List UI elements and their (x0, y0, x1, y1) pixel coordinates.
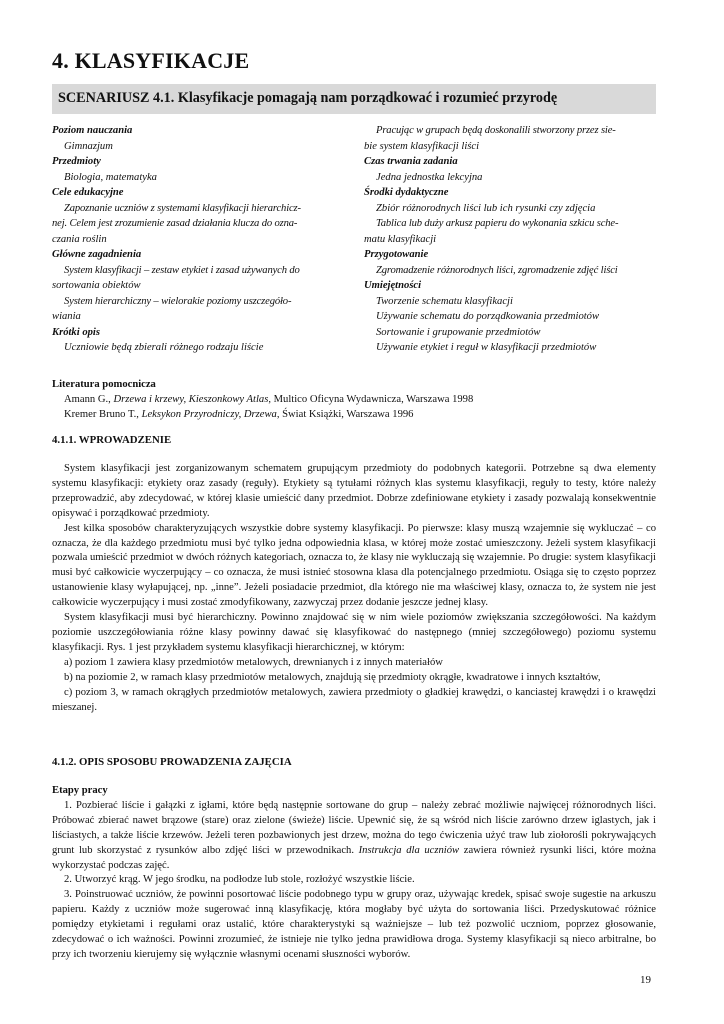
info-value: Pracując w grupach będą doskonalili stworzony przez sie- (376, 125, 616, 136)
info-label: Główne zagadnienia (52, 249, 142, 260)
info-block-preparation (364, 247, 658, 278)
info-value: System hierarchiczny – wielorakie poziomy uszczegóło- (64, 295, 292, 307)
list-item: a) poziom 1 zawiera klasy przedmiotów metalowych, drewnianych i z innych materiałów (64, 656, 443, 668)
info-value: Jedna jednostka lekcyjna (376, 171, 483, 183)
info-block-level (52, 123, 348, 154)
info-value: Używanie schematu do porządkowania przedmiotów (376, 311, 600, 322)
info-value: bie system klasyfikacji liści (364, 140, 480, 152)
info-value: Tablica lub duży arkusz papieru do wykonania szkicu sche- (376, 218, 619, 229)
list-item: c) poziom 3, w ramach okrągłych przedmiotów metalowych, zawiera przedmioty o gładkiej krawędzi, o kanciastej krawędzi i o krawędzi mieszanej. (52, 686, 656, 713)
literature-details: , Świat Książki, Warszawa 1996 (276, 409, 414, 420)
paragraph: Jest kilka sposobów charakteryzujących wszystkie dobre systemy klasyfikacji. Po pierwsze: klasy muszą wzajemnie się wykluczać – co oznacza, że dla każdego przedmiotu musi być tylko jedna odpowiednia klasa, w której może zostać umieszczony. Jeżeli system klasyfikacji pozwala umieścić przedmiot w dwóch różnych kategoriach, oznacza to, że klasy nie wykluczają się wzajemnie. Po drugie: system klasyfikacji musi być całkowicie wyczerpujący – co oznacza, że musi istnieć stosowna klasa dla potencjalnego przedmiotu. Osiąga się to często poprzez ustanowienie klasy wyłapującej, np. „inne”. Jeżeli posiadacie przedmiot, dla którego nie ma właściwej klasy, oznacza to, że system nie jest całkowicie wyczerpujący i musi zostać zmodyfikowany, zazwyczaj przez dodanie jeszcze jednej klasy. (52, 522, 656, 609)
info-value: Zbiór różnorodnych liści lub ich rysunki czy zdjęcia (376, 202, 596, 214)
introduction-body (52, 462, 656, 715)
info-value: Gimnazjum (64, 140, 113, 152)
info-label: Przedmioty (52, 156, 101, 167)
info-label: Cele edukacyjne (52, 187, 124, 198)
info-value: Tworzenie schematu klasyfikacji (376, 295, 513, 307)
scenario-title-bar (52, 84, 656, 114)
info-block-duration (364, 154, 658, 185)
info-block-summary-continued (364, 123, 658, 154)
paragraph: System klasyfikacji jest zorganizowanym schematem grupującym przedmioty do podobnych kategorii. Potrzebne są dwa elementy systemu klasyfikacji: etykiety oraz zasady (reguły). Etykiety są tytułami różnych klas systemu klasyfikacji, reguły to testy, które należy przeprowadzić, aby zdecydować, w której klasie umieścić dany przedmiot. Dobrze zdefiniowane etykiety i zasady pozwalają konsekwentnie opisywać i porządkować przedmioty. (52, 463, 656, 519)
info-value: Biologia, matematyka (64, 171, 157, 183)
info-value: matu klasyfikacji (364, 233, 437, 245)
paragraph: 3. Poinstruować uczniów, że powinni posortować liście podobnego typu w grupy oraz, używając kredek, spisać swoje sugestie na arkuszu papieru. Każdy z uczniów może sugerować inną klasyfikację, która mogłaby być użyta do sortowania liści. Przedyskutować różnice pomiędzy etykietami i regułami oraz ustalić, które charakterystyki są ważniejsze – lub też pozwolić uczniom, poprzez głosowanie, zdecydować o ich ważności. Powinni zrozumieć, że istnieje nie tylko jedna prawidłowa droga. Systemy klasyfikacji są nieco arbitralne, bo przy ich tworzeniu kierujemy się wyłącznie własnymi ocenami słuszności wyborów. (52, 889, 656, 960)
literature-author: Amann G., (64, 394, 111, 405)
page-number: 19 (640, 974, 651, 986)
info-label: Poziom nauczania (52, 125, 133, 136)
literature-title: Leksykon Przyrodniczy, Drzewa (141, 409, 277, 420)
info-value: System klasyfikacji – zestaw etykiet i zasad używanych do (64, 264, 300, 276)
info-block-skills (364, 278, 658, 356)
info-label: Krótki opis (52, 326, 100, 338)
info-block-subjects (52, 154, 348, 185)
paragraph-text: zawiera również rysunki liści, które można wykorzystać podczas zajęć. (52, 844, 657, 871)
literature-item (52, 392, 656, 407)
literature-details: , Multico Oficyna Wydawnicza, Warszawa 1998 (268, 394, 474, 405)
info-block-summary (52, 325, 348, 356)
paragraph-text: 1. Pozbierać liście i gałązki z igłami, które będą następnie sortowane do grup – należy zebrać możliwie najwięcej różnorodnych liści. Próbować zbierać nawet brązowe (stare) oraz zielone (świeże) liście. Upewnić się, że są wśród nich liście zarówno drzew iglastych, jak i liściastych, a także liście krzewów. Jeżeli teren pozbawionych jest drzew, można do tego ćwiczenia użyć traw lub ziołorośli pokrywających grunt lub skorzystać z rysunków albo zdjęć liści w przewodnikach. (52, 799, 656, 856)
paragraph (52, 799, 656, 874)
section-heading-procedure: 4.1.2. OPIS SPOSOBU PROWADZENIA ZAJĘCIA (52, 756, 292, 768)
lesson-info-left-column (52, 123, 348, 356)
lesson-info-right-column (364, 123, 658, 356)
literature-section (52, 377, 656, 422)
info-label: Czas trwania zadania (364, 156, 458, 167)
procedure-body (52, 784, 656, 963)
info-block-materials (364, 185, 658, 247)
literature-label: Literatura pomocnicza (52, 379, 156, 390)
info-value: czania roślin (52, 233, 107, 245)
info-value: nej. Celem jest zrozumienie zasad działania klucza do ozna- (52, 218, 298, 229)
subheading-work-stages: Etapy pracy (52, 785, 108, 796)
literature-item (52, 407, 656, 422)
info-label: Umiejętności (364, 280, 422, 291)
info-value: Zapoznanie uczniów z systemami klasyfikacji hierarchicz- (64, 202, 301, 214)
info-value: Używanie etykiet i reguł w klasyfikacji przedmiotów (376, 342, 597, 353)
list-item: b) na poziomie 2, w ramach klasy przedmiotów metalowych, znajdują się przedmioty okrągłe, kwadratowe i innych kształtów, (64, 671, 601, 683)
literature-author: Kremer Bruno T., (64, 409, 139, 420)
info-value: Zgromadzenie różnorodnych liści, zgromadzenie zdjęć liści (376, 264, 618, 276)
chapter-title: 4. KLASYFIKACJE (52, 48, 250, 73)
scenario-title: SCENARIUSZ 4.1. Klasyfikacje pomagają nam porządkować i rozumieć przyrodę (58, 90, 558, 106)
info-label: Środki dydaktyczne (364, 187, 449, 198)
paragraph: 2. Utworzyć krąg. W jego środku, na podłodze lub stole, rozłożyć wszystkie liście. (64, 874, 415, 886)
info-block-goals (52, 185, 348, 247)
section-heading-introduction: 4.1.1. WPROWADZENIE (52, 434, 172, 446)
literature-title: Drzewa i krzewy, Kieszonkowy Atlas (113, 394, 269, 405)
info-value: Sortowanie i grupowanie przedmiotów (376, 326, 541, 338)
paragraph: System klasyfikacji musi być hierarchiczny. Powinno znajdować się w nim wiele poziomów zwiększania szczegółowości. Na każdym poziomie uszczegółowiania różne klasy powinny dawać się klasyfikować do następnego (mniej szczegółowego) poziomu systemu klasyfikacji. Rys. 1 jest przykładem systemu klasyfikacji hierarchicznej, w którym: (52, 612, 656, 653)
info-label: Przygotowanie (364, 249, 429, 260)
info-value: sortowania obiektów (52, 280, 141, 291)
paragraph-emphasis: Instrukcja dla uczniów (358, 844, 460, 856)
info-block-topics (52, 247, 348, 325)
info-value: Uczniowie będą zbierali różnego rodzaju liście (64, 342, 264, 353)
info-value: wiania (52, 311, 81, 322)
